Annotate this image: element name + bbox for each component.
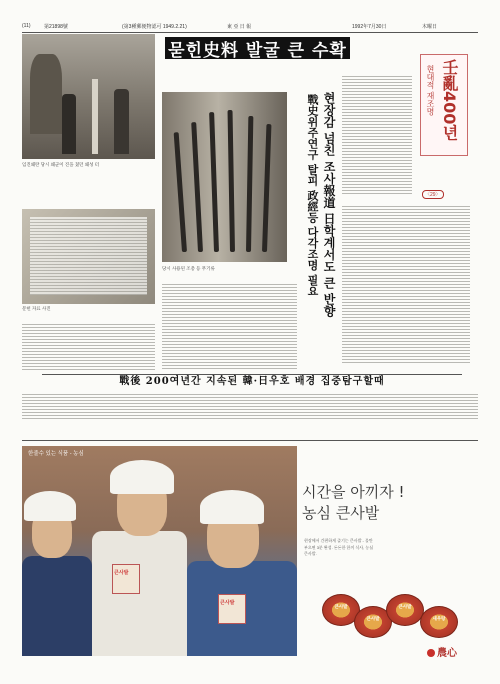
noodle-cup-1: 큰사발 (112, 564, 140, 594)
kicker-subtitle: 현대적 재조명 (426, 65, 435, 116)
ad-headline-line1: 시간을 아끼자 ! (302, 483, 405, 501)
photo1-caption: 임진왜란 당시 왜군이 진을 쳤던 왜성 터 (22, 162, 100, 167)
vertical-headline-2: 戰史위주연구 탈피 政經등 다각조명 필요 (306, 94, 319, 297)
product-bowl-2: 큰사발 (354, 606, 392, 638)
ad-headline-line2: 농심 큰사발 (302, 504, 380, 522)
noodle-cup-2: 큰사발 (218, 594, 246, 624)
body-text-bottom (22, 392, 478, 420)
kicker-title: 壬亂400년 (440, 59, 459, 141)
brand-name: 農心 (437, 648, 457, 659)
ad-headline (302, 482, 472, 524)
page-number: (11) (22, 23, 31, 29)
advertisement (22, 446, 478, 659)
sub-headline-banner: 戰後 200여년간 지속된 韓·日우호 배경 집중탐구할때 (42, 374, 462, 389)
product-bowl-3: 큰사발 (386, 594, 424, 626)
vertical-headline-1: 현장감 넘친 조사報道 日학계서도 큰 반향 (322, 92, 336, 317)
body-text-col-3 (22, 322, 155, 370)
ad-body-copy: 현장에서 간편하게 즐기는 큰사발 - 물만 부으면 3분 완성. 든든한 한끼 식사, 농심 큰사발. (304, 538, 374, 556)
product-bowl-4: 새우탕 (420, 606, 458, 638)
ad-photo-workers (22, 446, 297, 656)
registration: (第3種郵便物認可 1949.2.21) (122, 24, 187, 30)
article-headline: 묻힌史料 발굴 큰 수확 (165, 37, 350, 59)
photo-document (22, 209, 155, 304)
issue-date: 1992年7月30日 (352, 24, 387, 30)
body-text-col-1 (342, 74, 412, 194)
series-kicker (420, 54, 468, 156)
body-text-col-4 (162, 282, 297, 370)
photo3-caption: 당시 사용된 조총 등 무기류 (162, 266, 215, 271)
photo-weapons (162, 92, 287, 262)
body-text-col-2 (342, 204, 470, 364)
masthead (22, 22, 478, 33)
feature-article (22, 34, 478, 420)
brand-mark-icon (427, 649, 435, 657)
brand-logo (427, 644, 457, 659)
series-number: 〈29〉 (422, 190, 444, 199)
ad-divider (22, 440, 478, 441)
issue-number: 第21898號 (44, 24, 68, 30)
ad-label: 한줄수 있는 식품 - 농심 (28, 451, 84, 457)
issue-day: 木曜日 (422, 24, 438, 30)
product-bowl-1: 큰사발 (322, 594, 360, 626)
photo-fortress-site (22, 34, 155, 159)
photo2-caption: 문헌 자료 사진 (22, 306, 51, 311)
paper-name: 東 亞 日 報 (227, 24, 252, 30)
